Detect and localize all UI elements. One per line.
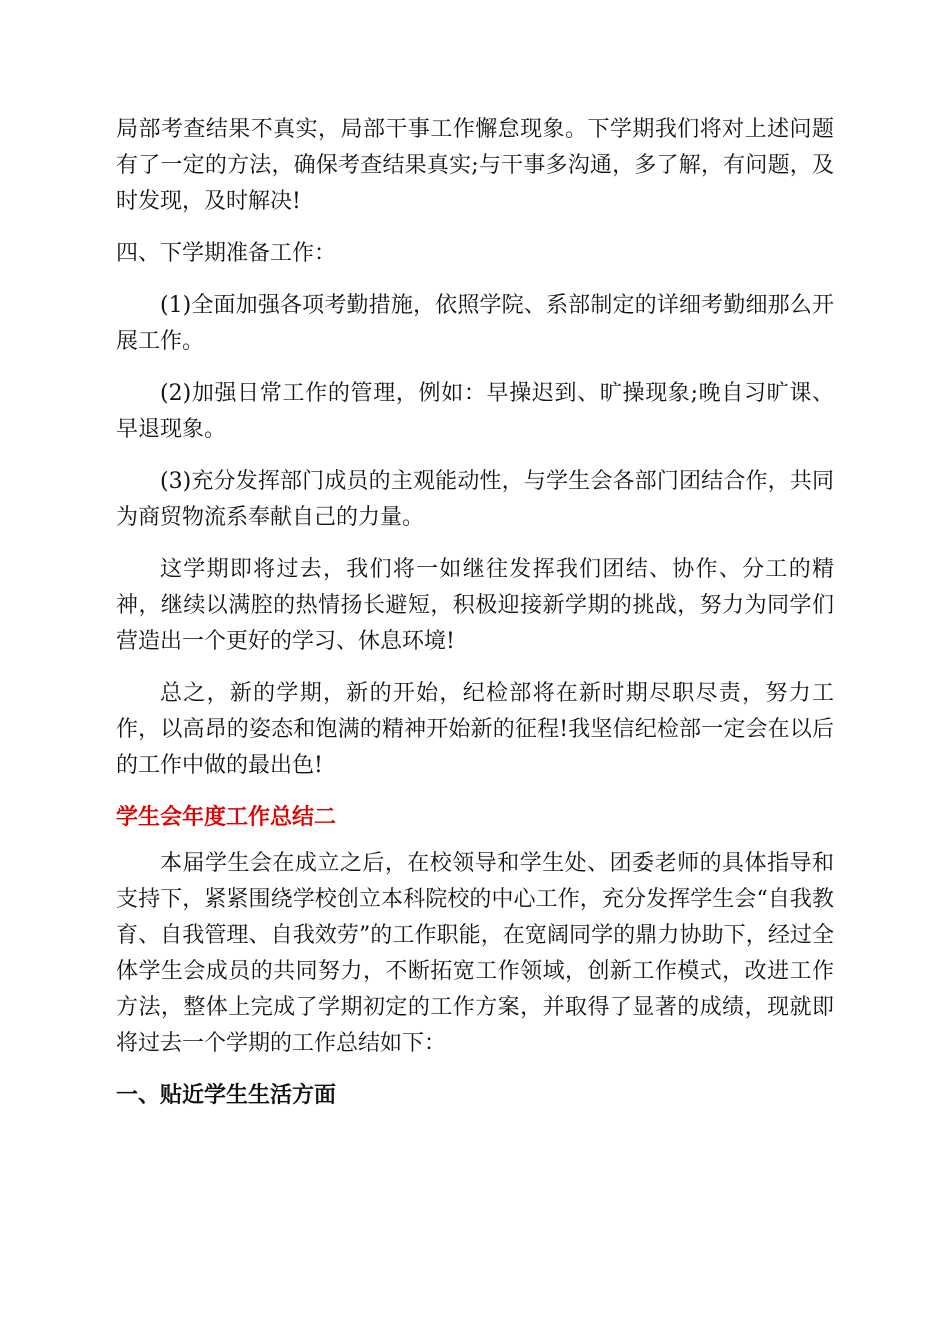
document-body: [116, 112, 834, 1114]
paragraph-semester-ending: 这学期即将过去，我们将一如继往发挥我们团结、协作、分工的精神，继续以满腔的热情扬长避短，积极迎接新学期的挑战，努力为同学们营造出一个更好的学习、休息环境!: [116, 557, 834, 654]
paragraph-continued: 局部考查结果不真实，局部干事工作懈怠现象。下学期我们将对上述问题有了一定的方法，确保考查结果真实;与干事多沟通，多了解，有问题，及时发现，及时解决!: [116, 117, 834, 214]
paragraph-intro: 本届学生会在成立之后，在校领导和学生处、团委老师的具体指导和支持下，紧紧围绕学校创立本科院校的中心工作，充分发挥学生会“自我教育、自我管理、自我效劳”的工作职能，在宽阔同学的鼎力协助下，经过全体学生会成员的共同努力，不断拓宽工作领域，创新工作模式，改进工作方法，整体上完成了学期初定的工作方案，并取得了显著的成绩，现就即将过去一个学期的工作总结如下：: [116, 851, 834, 1056]
subsection-title-student-life: 一、贴近学生生活方面: [116, 1083, 337, 1108]
paragraph-conclusion: 总之，新的学期，新的开始，纪检部将在新时期尽职尽责，努力工作，以高昂的姿态和饱满的精神开始新的征程!我坚信纪检部一定会在以后的工作中做的最出色!: [116, 681, 834, 778]
list-item-1: (1)全面加强各项考勤措施，依照学院、系部制定的详细考勤细那么开展工作。: [116, 293, 834, 354]
section-title-summary-two: 学生会年度工作总结二: [116, 805, 337, 830]
list-item-2: (2)加强日常工作的管理，例如：早操迟到、旷操现象;晚自习旷课、早退现象。: [116, 381, 834, 442]
list-item-3: (3)充分发挥部门成员的主观能动性，与学生会各部门团结合作，共同为商贸物流系奉献自己的力量。: [116, 469, 834, 530]
section-four-title: 四、下学期准备工作：: [116, 241, 337, 266]
